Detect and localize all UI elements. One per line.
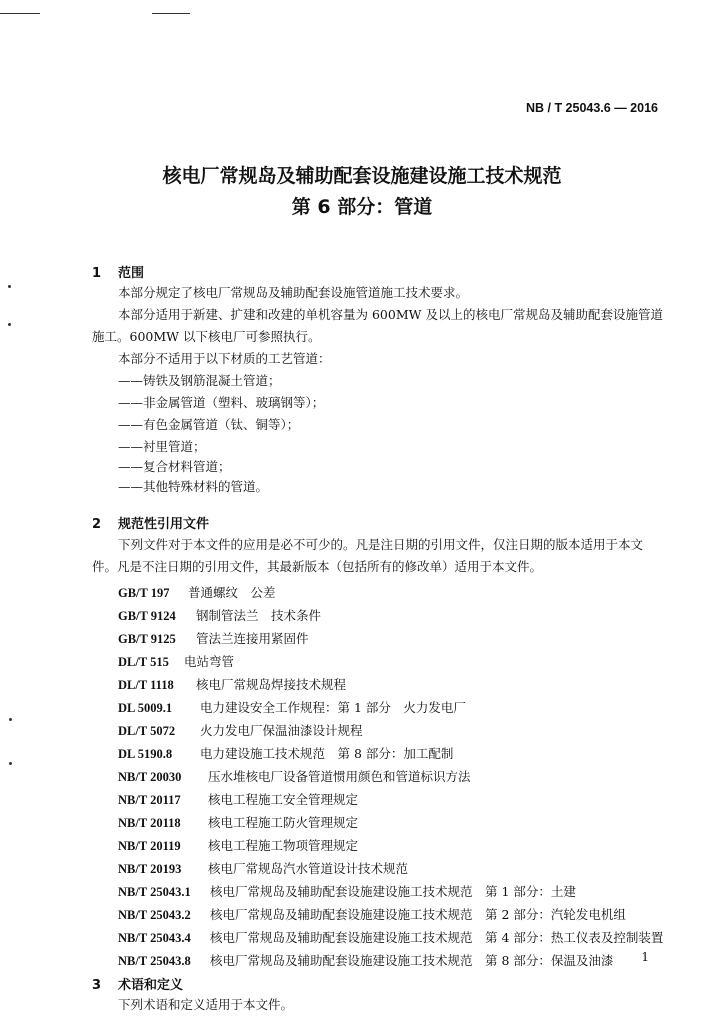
reference-title: 核电工程施工防火管理规定 — [208, 815, 359, 830]
reference-item — [118, 767, 471, 785]
reference-title: 钢制管法兰 技术条件 — [196, 608, 322, 623]
reference-code: NB/T 25043.8 — [118, 954, 191, 968]
reference-code: NB/T 20117 — [118, 793, 181, 807]
scan-artifact-dot — [8, 323, 11, 326]
reference-item — [118, 905, 626, 923]
reference-code: NB/T 20119 — [118, 839, 181, 853]
reference-title: 核电工程施工物项管理规定 — [208, 838, 359, 853]
reference-title: 管法兰连接用紧固件 — [196, 631, 309, 646]
paragraph-line: 下列术语和定义适用于本文件。 — [118, 997, 294, 1012]
reference-title: 压水堆核电厂设备管道惯用颜色和管道标识方法 — [208, 769, 471, 784]
section-title: 范围 — [118, 266, 145, 281]
scan-artifact-dot — [8, 285, 11, 288]
scan-artifact-line — [0, 13, 40, 14]
reference-code: NB/T 20118 — [118, 816, 181, 830]
reference-code: NB/T 25043.4 — [118, 931, 191, 945]
reference-code: NB/T 20030 — [118, 770, 182, 784]
reference-title: 核电工程施工安全管理规定 — [208, 792, 359, 807]
document-subtitle: 第 6 部分：管道 — [291, 196, 433, 218]
reference-item — [118, 629, 309, 647]
reference-code: NB/T 25043.2 — [118, 908, 191, 922]
reference-item — [118, 836, 358, 854]
reference-title: 核电厂常规岛及辅助配套设施建设施工技术规范 第 1 部分：土建 — [210, 884, 576, 899]
document-title: 核电厂常规岛及辅助配套设施建设施工技术规范 — [162, 165, 562, 187]
reference-code: NB/T 25043.1 — [118, 885, 191, 899]
section-3-heading — [92, 974, 183, 993]
paragraph-line: 施工。600MW 以下核电厂可参照执行。 — [92, 329, 321, 344]
reference-code: DL/T 515 — [118, 655, 169, 669]
reference-title: 核电厂常规岛及辅助配套设施建设施工技术规范 第 2 部分：汽轮发电机组 — [210, 907, 626, 922]
reference-title: 电力建设施工技术规范 第 8 部分：加工配制 — [200, 746, 454, 761]
list-item: ——有色金属管道（钛、铜等）； — [118, 417, 300, 432]
section-number: 2 — [92, 517, 102, 532]
reference-code: GB/T 9124 — [118, 609, 176, 623]
list-item: ——衬里管道； — [118, 439, 206, 454]
reference-item — [118, 698, 466, 716]
reference-item — [118, 583, 276, 601]
section-number: 1 — [92, 266, 102, 281]
list-item: ——铸铁及钢筋混凝土管道； — [118, 373, 281, 388]
section-number: 3 — [92, 978, 102, 993]
reference-title: 核电厂常规岛焊接技术规程 — [196, 677, 347, 692]
section-1-heading — [92, 262, 144, 281]
section-title: 术语和定义 — [118, 978, 184, 993]
reference-item — [118, 928, 663, 946]
paragraph-line: 本部分不适用于以下材质的工艺管道： — [118, 351, 331, 366]
scan-artifact-dot — [9, 762, 12, 765]
reference-item — [118, 951, 613, 969]
reference-item — [118, 606, 321, 624]
reference-item — [118, 744, 453, 762]
page-number: 1 — [641, 950, 649, 964]
list-item: ——复合材料管道； — [118, 459, 231, 474]
reference-code: NB/T 20193 — [118, 862, 182, 876]
reference-title: 核电厂常规岛汽水管道设计技术规范 — [208, 861, 409, 876]
reference-item — [118, 859, 408, 877]
reference-title: 火力发电厂保温油漆设计规程 — [200, 723, 363, 738]
reference-code: GB/T 9125 — [118, 632, 176, 646]
standard-code: NB / T 25043.6 — 2016 — [525, 101, 658, 115]
paragraph-line: 件。凡是不注日期的引用文件，其最新版本（包括所有的修改单）适用于本文件。 — [92, 559, 543, 574]
section-title: 规范性引用文件 — [118, 517, 210, 532]
reference-item — [118, 652, 234, 670]
reference-code: DL 5190.8 — [118, 747, 173, 761]
list-item: ——非金属管道（塑料、玻璃钢等）； — [118, 395, 325, 410]
reference-title: 电力建设安全工作规程：第 1 部分 火力发电厂 — [200, 700, 466, 715]
paragraph-line: 下列文件对于本文件的应用是必不可少的。凡是注日期的引用文件，仅注日期的版本适用于本文 — [118, 537, 644, 552]
paragraph-line: 本部分规定了核电厂常规岛及辅助配套设施管道施工技术要求。 — [118, 285, 469, 300]
paragraph-line: 本部分适用于新建、扩建和改建的单机容量为 600MW 及以上的核电厂常规岛及辅助配套设施管道 — [118, 307, 663, 322]
reference-title: 电站弯管 — [184, 654, 235, 669]
reference-title: 普通螺纹 公差 — [188, 585, 276, 600]
section-2-heading — [92, 513, 209, 532]
reference-code: DL/T 1118 — [118, 678, 174, 692]
reference-code: DL/T 5072 — [118, 724, 176, 738]
scan-artifact-line — [152, 13, 190, 14]
reference-item — [118, 882, 576, 900]
list-item: ——其他特殊材料的管道。 — [118, 479, 269, 494]
reference-item — [118, 675, 346, 693]
reference-item — [118, 790, 358, 808]
scan-artifact-dot — [9, 718, 12, 721]
reference-title: 核电厂常规岛及辅助配套设施建设施工技术规范 第 4 部分：热工仪表及控制装置 — [210, 930, 664, 945]
reference-title: 核电厂常规岛及辅助配套设施建设施工技术规范 第 8 部分：保温及油漆 — [210, 953, 614, 968]
reference-code: GB/T 197 — [118, 586, 170, 600]
reference-item — [118, 813, 358, 831]
reference-item — [118, 721, 363, 739]
reference-code: DL 5009.1 — [118, 701, 173, 715]
